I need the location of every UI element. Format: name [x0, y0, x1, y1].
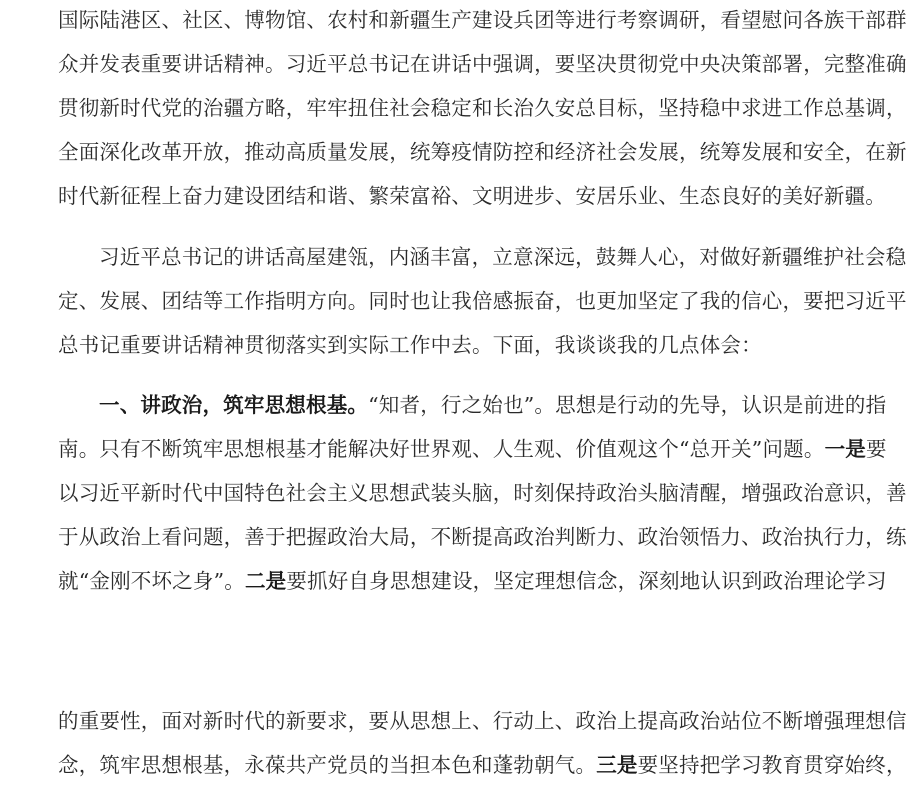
paragraph-4	[58, 702, 907, 800]
paragraph-line	[58, 562, 887, 600]
paragraph-text: 要抓好自身思想建设，坚定理想信念，深刻地认识到政治理论学习	[286, 569, 887, 593]
section-heading: 一、讲政治，筑牢思想根基。	[99, 393, 369, 417]
paragraph-3	[58, 380, 907, 630]
paragraph-line: 习近平总书记的讲话高屋建瓴，内涵丰富，立意深远，鼓舞人心，对做好新疆维护社会稳	[99, 245, 907, 269]
paragraph-text: 就“金刚不坏之身”。	[58, 569, 245, 593]
paragraph-text: “知者，行之始也”。思想是行动的先导，认识是前进的指	[368, 393, 887, 417]
point-marker: 二是	[244, 569, 287, 593]
paragraph-line: 时代新征程上奋力建设团结和谐、繁荣富裕、文明进步、安居乐业、生态良好的美好新疆。	[58, 184, 886, 208]
paragraph-line: 的重要性，面对新时代的新要求，要从思想上、行动上、政治上提高政治站位不断增强理想信	[58, 709, 907, 733]
paragraph-line: 国际陆港区、社区、博物馆、农村和新疆生产建设兵团等进行考察调研，看望慰问各族干部群	[58, 8, 907, 32]
paragraph-line: 众并发表重要讲话精神。习近平总书记在讲话中强调，要坚决贯彻党中央决策部署，完整准确	[58, 52, 907, 76]
paragraph-1	[58, 0, 907, 230]
point-marker: 三是	[596, 753, 638, 777]
paragraph-line: 总书记重要讲话精神贯彻落实到实际工作中去。下面，我谈谈我的几点体会：	[58, 333, 762, 357]
paragraph-text: 要坚持把学习教育贯穿始终，	[637, 753, 907, 777]
paragraph-text: 要	[865, 437, 887, 461]
paragraph-line	[99, 386, 887, 424]
paragraph-line: 贯彻新时代党的治疆方略，牢牢扭住社会稳定和长治久安总目标，坚持稳中求进工作总基调，	[58, 96, 907, 120]
paragraph-2	[58, 232, 907, 382]
paragraph-line: 全面深化改革开放，推动高质量发展，统筹疫情防控和经济社会发展，统筹发展和安全，在新	[58, 140, 907, 164]
paragraph-line	[58, 746, 907, 784]
paragraph-line: 于从政治上看问题，善于把握政治大局，不断提高政治判断力、政治领悟力、政治执行力，练	[58, 525, 907, 549]
paragraph-text: 念，筑牢思想根基，永葆共产党员的当担本色和蓬勃朝气。	[58, 753, 597, 777]
paragraph-line: 以习近平新时代中国特色社会主义思想武装头脑，时刻保持政治头脑清醒，增强政治意识，善	[58, 481, 907, 505]
paragraph-line	[58, 430, 887, 468]
paragraph-text: 南。只有不断筑牢思想根基才能解决好世界观、人生观、价值观这个“总开关”问题。	[58, 437, 825, 461]
point-marker: 一是	[824, 437, 866, 461]
paragraph-line: 定、发展、团结等工作指明方向。同时也让我倍感振奋，也更加坚定了我的信心，要把习近平	[58, 289, 907, 313]
